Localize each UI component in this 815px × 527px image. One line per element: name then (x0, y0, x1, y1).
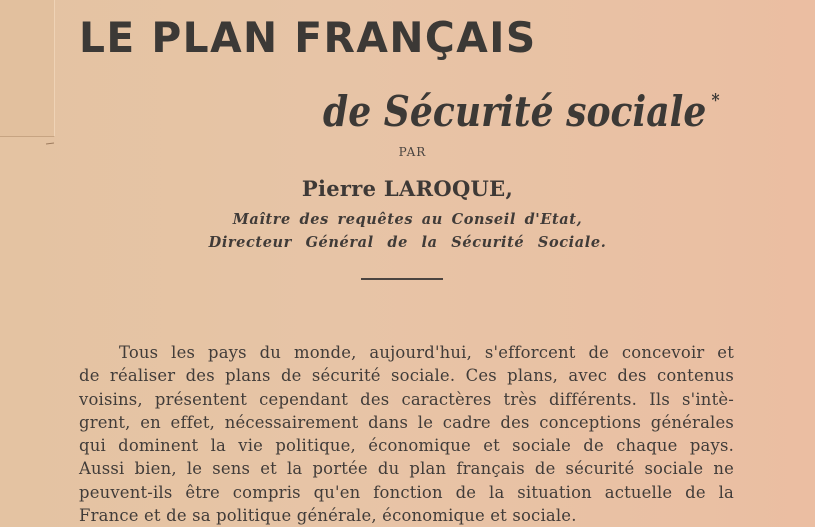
paragraph-line: Aussi bien, le sens et la portée du plan français de sécurité sociale ne (79, 459, 734, 479)
section-divider-rule (361, 278, 443, 280)
paragraph-line: qui dominent la vie politique, économique et sociale de chaque pays. (79, 436, 734, 456)
paragraph-line: Tous les pays du monde, aujourd'hui, s'efforcent de concevoir et (119, 343, 734, 362)
byline-label: PAR (398, 145, 427, 159)
article-subtitle (323, 76, 720, 137)
paragraph-line: France et de sa politique générale, économique et sociale. (79, 506, 577, 526)
paragraph-line: peuvent-ils être compris qu'en fonction de la situation actuelle de la (79, 482, 734, 502)
paragraph-line: grent, en effet, nécessairement dans le cadre des conceptions générales (79, 412, 734, 432)
paragraph-line: de réaliser des plans de sécurité sociale. Ces plans, avec des contenus (79, 366, 734, 386)
author-role: Maître des requêtes au Conseil d'Etat, (232, 211, 583, 228)
footnote-asterisk: * (711, 90, 720, 111)
article-title: LE PLAN FRANÇAIS (79, 13, 537, 62)
paragraph-line: voisins, présentent cependant des caractères très différents. Ils s'intè- (79, 389, 734, 409)
folded-paper-edge (0, 0, 55, 137)
body-paragraph (79, 341, 734, 527)
subtitle-text: de Sécurité sociale (323, 87, 707, 136)
author-name: Pierre LAROQUE, (301, 176, 514, 201)
author-role: Directeur Général de la Sécurité Sociale. (208, 234, 607, 251)
